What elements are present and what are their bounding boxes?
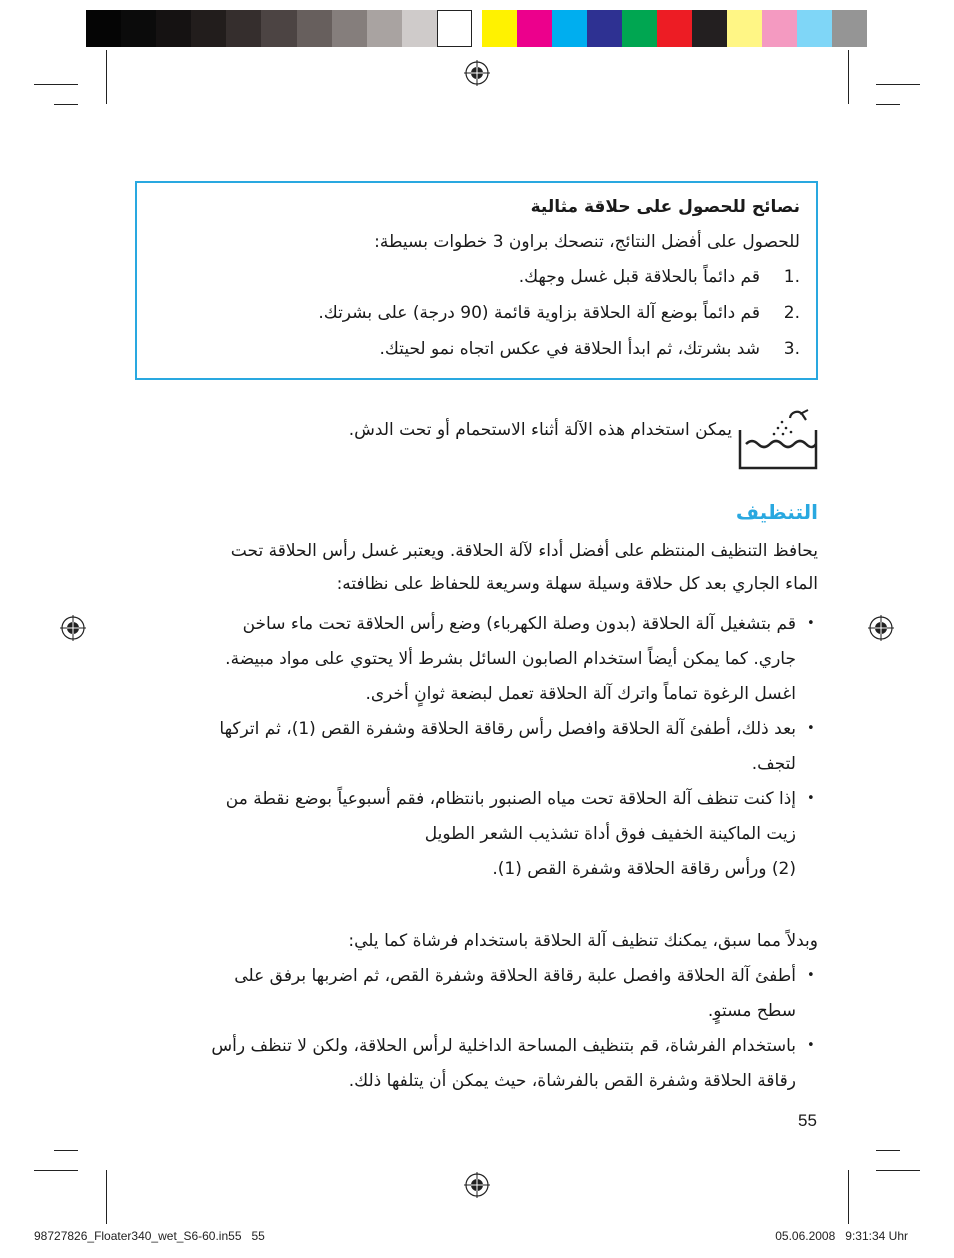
color-swatch [86, 10, 121, 47]
footer-file-info: 98727826_Floater340_wet_S6-60.in55 55 [34, 1229, 265, 1243]
tips-title: نصائح للحصول على حلاقة مثالية [530, 197, 800, 217]
bullet-line: اغسل الرغوة تماماً واترك آلة الحلاقة تعمل لبضعة ثوانٍ أخرى. [365, 684, 796, 704]
color-swatch [587, 10, 622, 47]
bullet-line: رقاقة الحلاقة وشفرة القص بالفرشاة، حيث يمكن أن يتلفها ذلك. [348, 1071, 796, 1091]
step-number: 2. [783, 303, 800, 323]
step-number: 1. [783, 267, 800, 287]
registration-mark-icon [868, 615, 894, 641]
tips-box [135, 181, 818, 380]
shower-note: يمكن استخدام هذه الآلة أثناء الاستحمام أو تحت الدش. [348, 420, 732, 440]
step-text: شد بشرتك، ثم ابدأ الحلاقة في عكس اتجاه نمو لحيتك. [379, 339, 760, 359]
color-swatch [367, 10, 402, 47]
tips-intro: للحصول على أفضل النتائج، تنصحك براون 3 خطوات بسيطة: [374, 232, 800, 252]
color-swatch [191, 10, 226, 47]
bullet-marker: • [807, 791, 815, 806]
bullet-line: باستخدام الفرشاة، قم بتنظيف المساحة الداخلية لرأس الحلاقة، ولكن لا تنظف رأس [211, 1036, 796, 1056]
color-swatch [657, 10, 692, 47]
bullet-line: بعد ذلك، أطفئ آلة الحلاقة وافصل رأس رقاقة الحلاقة وشفرة القص (1)، ثم اتركها [219, 719, 796, 739]
bullet-line: جاري. كما يمكن أيضاً استخدام الصابون السائل بشرط ألا يحتوي على مواد مبيضة. [225, 649, 796, 669]
bullet-marker: • [807, 721, 815, 736]
page-number: 55 [798, 1111, 817, 1130]
bullet-line: زيت الماكينة الخفيف فوق أداة تشذيب الشعر الطويل [424, 824, 796, 844]
intro-line: الماء الجاري بعد كل حلاقة وسيلة سهلة وسريعة للحفاظ على نظافته: [336, 574, 818, 594]
color-swatch [226, 10, 261, 47]
color-calibration-bar [482, 10, 867, 47]
registration-mark-icon [60, 615, 86, 641]
color-swatch [156, 10, 191, 47]
bullet-line: إذا كنت تنظف آلة الحلاقة تحت مياه الصنبور بانتظام، فقم أسبوعياً بوضع نقطة من [225, 789, 796, 809]
color-swatch [121, 10, 156, 47]
tips-step [150, 303, 800, 329]
footer-timestamp: 05.06.2008 9:31:34 Uhr [775, 1229, 908, 1243]
tips-step [150, 267, 800, 293]
color-swatch [797, 10, 832, 47]
gray-calibration-bar [86, 10, 472, 47]
color-swatch [437, 10, 472, 47]
step-number: 3. [783, 339, 800, 359]
bullet-line: (2) ورأس رقاقة الحلاقة وشفرة القص (1). [492, 859, 796, 879]
shower-water-icon [738, 408, 818, 470]
color-swatch [622, 10, 657, 47]
color-swatch [517, 10, 552, 47]
color-swatch [482, 10, 517, 47]
bullet-marker: • [807, 1038, 815, 1053]
registration-mark-icon [464, 1172, 490, 1198]
bullet-marker: • [807, 616, 815, 631]
color-swatch [297, 10, 332, 47]
section-title: التنظيف [735, 500, 818, 524]
intro-line: يحافظ التنظيف المنتظم على أفضل أداء لآلة الحلاقة. ويعتبر غسل رأس الحلاقة تحت [230, 541, 818, 561]
color-swatch [261, 10, 296, 47]
color-swatch [332, 10, 367, 47]
step-text: قم دائماً بوضع آلة الحلاقة بزاوية قائمة (90 درجة) على بشرتك. [318, 303, 760, 323]
bullet-line: سطح مستوٍ. [707, 1001, 796, 1021]
step-text: قم دائماً بالحلاقة قبل غسل وجهك. [518, 267, 760, 287]
color-swatch [552, 10, 587, 47]
color-swatch [402, 10, 437, 47]
bullet-line: لتجف. [751, 754, 796, 774]
color-swatch [692, 10, 727, 47]
registration-mark-icon [464, 60, 490, 86]
color-swatch [832, 10, 867, 47]
bullet-marker: • [807, 968, 815, 983]
alt-intro: وبدلاً مما سبق، يمكنك تنظيف آلة الحلاقة باستخدام فرشاة كما يلي: [348, 931, 818, 951]
color-swatch [727, 10, 762, 47]
bullet-line: أطفئ آلة الحلاقة وافصل علبة رقاقة الحلاقة وشفرة القص، ثم اضربها برفق على [234, 966, 796, 986]
tips-step [150, 339, 800, 365]
color-swatch [762, 10, 797, 47]
bullet-line: قم بتشغيل آلة الحلاقة (بدون وصلة الكهرباء) وضع رأس الحلاقة تحت ماء ساخن [242, 614, 796, 634]
